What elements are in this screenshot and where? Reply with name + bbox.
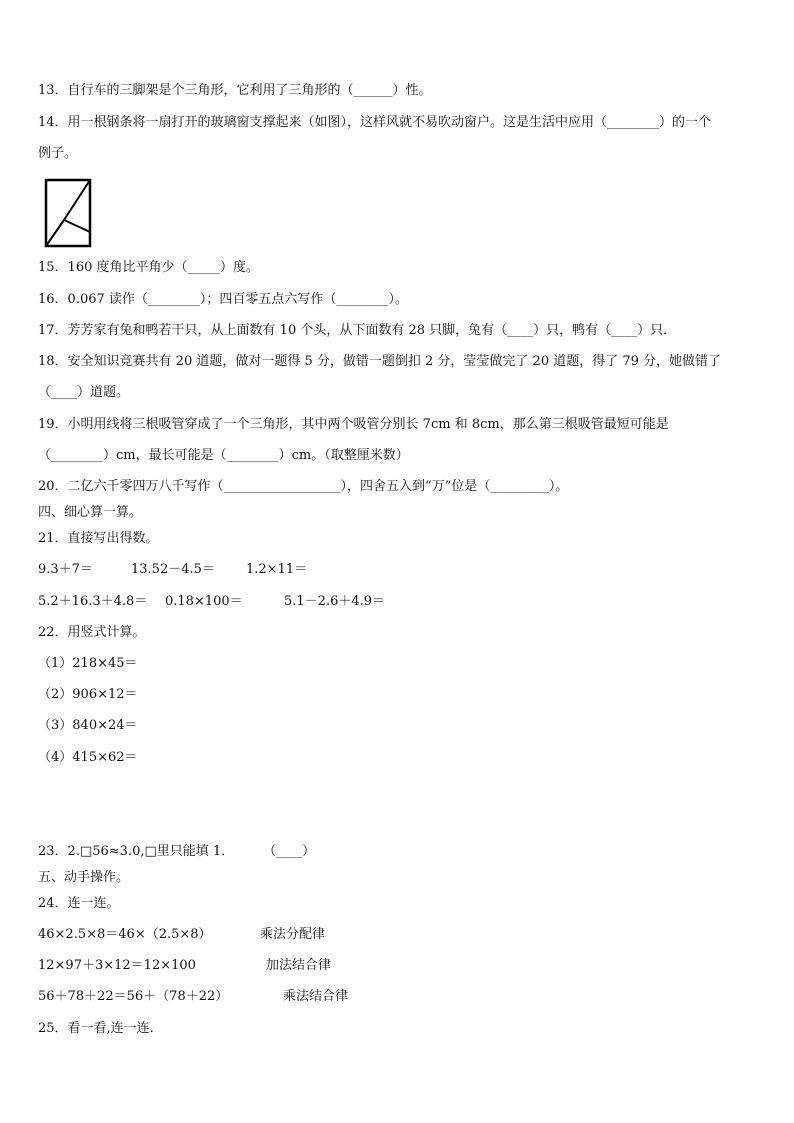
calc-item: 5.2＋16.3＋4.8＝ [38,594,148,609]
match-law: 加法结合律 [266,958,332,973]
match-expression: 46×2.5×8＝46×（2.5×8） [38,927,212,942]
calc-item: 13.52－4.5＝ [131,562,215,577]
calc-item: 1.2×11＝ [246,562,308,577]
match-expression: 12×97＋3×12＝12×100 [38,958,196,973]
calc-item: 9.3＋7＝ [38,562,93,577]
section4-heading: 四、细心算一算。 [38,505,143,520]
q22-item1: （1）218×45＝ [38,656,138,671]
q14-line2: 例子。 [38,146,78,161]
q24: 24．连一连。 [38,896,120,911]
q22-item4: （4）415×62＝ [38,750,138,765]
section5-heading: 五、动手操作。 [38,870,130,885]
q15: 15．160 度角比平角少（_____）度。 [38,260,259,275]
q16: 16．0.067 读作（________）；四百零五点六写作（________）。 [38,292,408,307]
calc-item: 5.1－2.6＋4.9＝ [284,594,386,609]
q18-line1: 18．安全知识竞赛共有 20 道题，做对一题得 5 分，做错一题倒扣 2 分，莹莹做完了 20 道题，得了 79 分，她做错了 [38,354,722,369]
q21: 21．直接写出得数。 [38,531,159,546]
q14-line1: 14．用一根钢条将一扇打开的玻璃窗支撑起来（如图），这样风就不易吹动窗户。这是生活中应用（________）的一个 [38,115,712,130]
q22: 22．用竖式计算。 [38,625,146,640]
q13: 13．自行车的三脚架是个三角形，它利用了三角形的（______）性。 [38,83,432,98]
q25: 25．看一看,连一连. [38,1021,154,1036]
calc-item: 0.18×100＝ [165,594,243,609]
window-prop-figure [44,178,94,248]
q20: 20．二亿六千零四万八千写作（__________________），四舍五入到“万”位是（_________）。 [38,479,569,494]
match-expression: 56＋78＋22＝56＋（78＋22） [38,989,229,1004]
q22-item2: （2）906×12＝ [38,687,138,702]
match-law: 乘法分配律 [260,927,326,942]
q17: 17．芳芳家有兔和鸭若干只，从上面数有 10 个头，从下面数有 28 只脚，兔有（____）只，鸭有（____）只． [38,323,677,338]
q18-line2: （____）道题。 [38,385,130,400]
match-law: 乘法结合律 [283,989,349,1004]
q19-line1: 19．小明用线将三根吸管穿成了一个三角形，其中两个吸管分别长 7cm 和 8cm，那么第三根吸管最短可能是 [38,417,669,432]
q19-line2: （________）cm，最长可能是（________）cm。（取整厘米数） [38,448,409,463]
q23: 23．2.□56≈3.0,□里只能填 1． （____） [38,844,316,859]
q22-item3: （3）840×24＝ [38,718,138,733]
